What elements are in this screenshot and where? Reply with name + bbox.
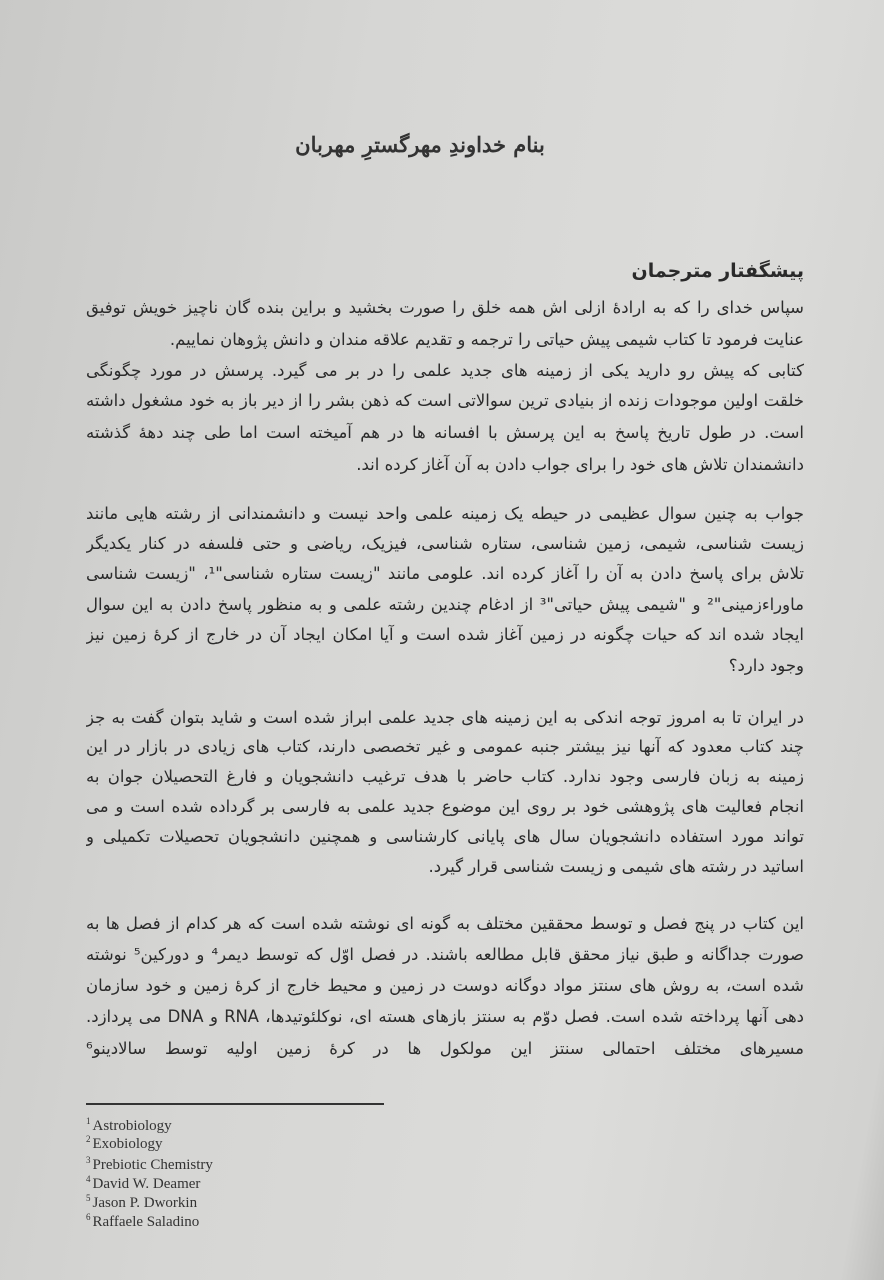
footnote-number: 2 xyxy=(86,1134,91,1144)
body-line: در ایران تا به امروز توجه اندکی به این زمینه های جدید علمی ابراز شده است و شاید بتوان گفت به جز xyxy=(86,708,804,727)
footnote-text: Exobiology xyxy=(92,1136,163,1152)
page-title: بنام خداوندِ مهرگسترِ مهربان xyxy=(295,132,545,157)
body-line: این کتاب در پنج فصل و توسط محققین مختلف به گونه ای نوشته شده است که هر کدام از فصل ها به xyxy=(86,914,804,933)
footnote-number: 6 xyxy=(86,1212,91,1222)
body-line: اساتید در رشته های شیمی و زیست شناسی قرار گیرد. xyxy=(428,857,804,876)
footnote xyxy=(86,1130,163,1153)
footnote-text: David W. Deamer xyxy=(92,1176,201,1192)
body-line: انجام فعالیت های پژوهشی خود بر روی این موضوع جدید علمی به فارسی بر گرداده شده است و می xyxy=(86,797,804,816)
body-line: دهی آنها پرداخته شده است. فصل دوّم به سنتز بازهای هسته ای، نوکلئوتیدها، RNA و DNA می پردازد. xyxy=(86,1007,804,1026)
footnote-text: Jason P. Dworkin xyxy=(92,1195,198,1211)
body-line: شده است، به روش های سنتز مواد دوگانه دوست در زمین و محیط خارج از کرهٔ زمین و خود سازمان xyxy=(86,976,804,995)
body-line: تلاش برای پاسخ دادن به آن را آغاز کرده اند. علومی مانند "زیست ستاره شناسی"¹، "زیست شناسی xyxy=(86,564,804,583)
body-line: ماوراءزمینی"² و "شیمی پیش حیاتی"³ از ادغام چندین رشته علمی و به منظور پاسخ دادن به این سوال xyxy=(86,595,804,614)
section-heading: پیشگفتار مترجمان xyxy=(631,260,804,282)
footnote-number: 4 xyxy=(86,1174,91,1184)
body-line: تواند مورد استفاده دانشجویان سال های پایانی کارشناسی و همچنین دانشجویان تحصیلات تکمیلی و xyxy=(86,827,804,846)
body-line: دانشمندان تلاش های خود را برای جواب دادن به آن آغاز کرده اند. xyxy=(356,455,804,474)
body-line: صورت جداگانه و طبق نیاز محقق قابل مطالعه باشند. در فصل اوّل که توسط دیمر⁴ و دورکین⁵ نوشته xyxy=(86,945,804,964)
body-line: وجود دارد؟ xyxy=(728,656,804,675)
footnote-number: 1 xyxy=(86,1116,91,1126)
body-line: زمینه به زبان فارسی وجود ندارد. کتاب حاضر با هدف ترغیب دانشجویان و فارغ التحصیلان جوان به xyxy=(86,767,804,786)
footnote-divider xyxy=(86,1103,384,1105)
body-line: خلقت اولین موجودات زنده از بنیادی ترین سوالاتی است که ذهن بشر را از دیر باز به خود مشغول داشته xyxy=(86,391,804,410)
body-line: سپاس خدای را که به ارادهٔ ازلی اش همه خلق را صورت بخشید و براین بنده گان ناچیز خویش توفیق xyxy=(86,298,804,317)
body-line: کتابی که پیش رو دارید یکی از زمینه های جدید علمی را در بر می گیرد. پرسش در مورد چگونگی xyxy=(86,361,804,380)
footnote xyxy=(86,1208,199,1231)
footnote-number: 3 xyxy=(86,1155,91,1165)
body-line: مسیرهای مختلف احتمالی سنتز این مولکول ها در کرهٔ زمین اولیه توسط سالادینو⁶ xyxy=(86,1039,804,1058)
body-line: است. در طول تاریخ پاسخ به این پرسش با افسانه ها در هم آمیخته است اما طی چند دههٔ گذشته xyxy=(86,423,804,442)
body-line: عنایت فرمود تا کتاب شیمی پیش حیاتی را ترجمه و تقدیم علاقه مندان و دانش پژوهان نماییم. xyxy=(169,330,804,349)
footnote-text: Astrobiology xyxy=(92,1118,172,1134)
body-line: ایجاد شده اند که حیات چگونه در زمین آغاز شده است و آیا امکان ایجاد آن در خارج از کرهٔ زمین نیز xyxy=(86,625,804,644)
footnote-text: Raffaele Saladino xyxy=(92,1214,200,1230)
body-line: زیست شناسی، شیمی، زمین شناسی، ستاره شناسی، فیزیک، ریاضی و حتی فلسفه در کنار یکدیگر xyxy=(86,534,804,553)
body-line: چند کتاب معدود که آنها نیز بیشتر جنبه عمومی و غیر تخصصی دارند، کتاب های زیادی در بازار در این xyxy=(86,737,804,756)
footnote-text: Prebiotic Chemistry xyxy=(92,1157,213,1173)
footnote-number: 5 xyxy=(86,1193,91,1203)
body-line: جواب به چنین سوال عظیمی در حیطه یک زمینه علمی واحد نیست و دانشمندانی از رشته هایی مانند xyxy=(86,504,804,523)
